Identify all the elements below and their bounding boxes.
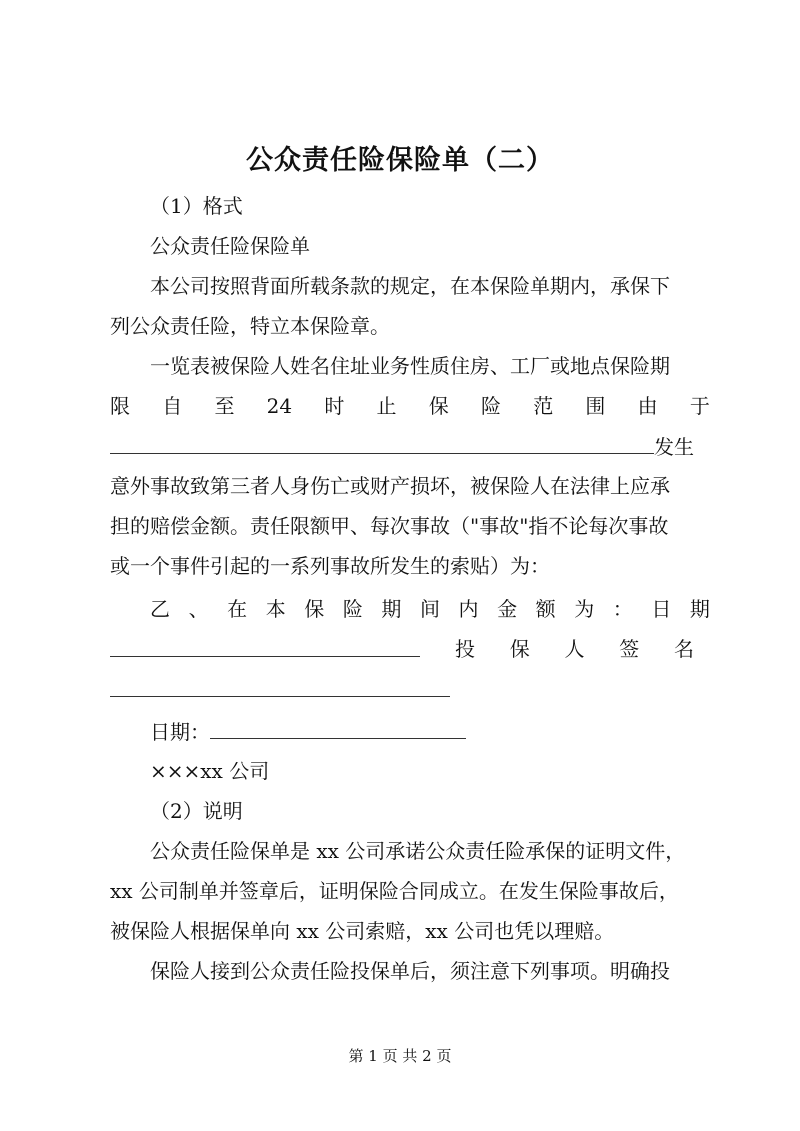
para2-line2 xyxy=(110,391,710,421)
date-label: 日期： xyxy=(150,720,210,744)
spread-word: 限 xyxy=(110,394,130,418)
para3-line2 xyxy=(110,634,710,665)
date-row xyxy=(150,716,710,747)
para4-line1: 公众责任险保单是 xx 公司承诺公众责任险承保的证明文件， xyxy=(150,839,686,863)
spread-word: 保 xyxy=(304,597,325,621)
para1-line1: 本公司按照背面所载条款的规定，在本保险单期内，承保下 xyxy=(150,274,670,298)
para3-line1 xyxy=(150,594,710,624)
spread-word: 止 xyxy=(376,394,397,418)
para2-line5: 担的赔偿金额。责任限额甲、每次事故（"事故"指不论每次事故 xyxy=(110,514,669,538)
spread-word: 名 xyxy=(674,637,694,661)
spread-word: 于 xyxy=(689,394,710,418)
spread-word: 内 xyxy=(458,597,479,621)
para2-line3-end: 发生 xyxy=(654,435,694,459)
spread-word: 在 xyxy=(227,597,248,621)
spread-word: 投 xyxy=(455,637,475,661)
section-heading-format: （1）格式 xyxy=(150,194,243,218)
spread-word: 本 xyxy=(265,597,286,621)
spread-word: 额 xyxy=(535,597,556,621)
para4-line2: xx 公司制单并签章后，证明保险合同成立。在发生保险事故后， xyxy=(110,879,679,903)
para1-line2: 列公众责任险，特立本保险章。 xyxy=(110,314,390,338)
spread-word: 保 xyxy=(428,394,449,418)
spread-word: 时 xyxy=(324,394,345,418)
signature-label xyxy=(455,634,694,664)
blank-underline xyxy=(110,431,654,454)
spread-word: 期 xyxy=(689,597,710,621)
spread-word: 由 xyxy=(637,394,658,418)
spread-word: 期 xyxy=(381,597,402,621)
spread-word: 自 xyxy=(162,394,183,418)
para4-line3: 被保险人根据保单向 xx 公司索赔，xx 公司也凭以理赔。 xyxy=(110,919,615,943)
spread-word: 日 xyxy=(651,597,672,621)
spread-word: 乙 xyxy=(150,597,170,621)
spread-word: 为 xyxy=(574,597,595,621)
para2-line1: 一览表被保险人姓名住址业务性质住房、工厂或地点保险期 xyxy=(150,354,670,378)
spread-word: 范 xyxy=(533,394,554,418)
section-heading-explanation: （2）说明 xyxy=(150,799,243,823)
para2-line6: 或一个事件引起的一系列事故所发生的索贴）为： xyxy=(110,554,550,578)
date-underline xyxy=(210,716,466,739)
document-title: 公众责任险保险单（二） xyxy=(246,145,554,176)
spread-word: 险 xyxy=(480,394,501,418)
signature-line xyxy=(110,674,710,705)
spread-word: ： xyxy=(612,597,633,621)
spread-word: 间 xyxy=(419,597,440,621)
spread-word: 至 xyxy=(214,394,235,418)
signature-underline xyxy=(110,674,450,697)
para5-line1: 保险人接到公众责任险投保单后，须注意下列事项。明确投 xyxy=(150,959,670,983)
spread-word: 金 xyxy=(497,597,518,621)
spread-word: 24 xyxy=(266,394,293,418)
para2-line3 xyxy=(110,431,710,462)
spread-word: 签 xyxy=(619,637,640,661)
spread-word: 保 xyxy=(509,637,530,661)
spread-word: 围 xyxy=(585,394,606,418)
date-underline xyxy=(110,634,420,657)
page-footer: 第 1 页 共 2 页 xyxy=(348,1047,452,1065)
form-name: 公众责任险保险单 xyxy=(150,234,310,258)
company-name: ×××xx 公司 xyxy=(150,759,270,783)
para2-line4: 意外事故致第三者人身伤亡或财产损坏，被保险人在法律上应承 xyxy=(110,474,670,498)
spread-word: 人 xyxy=(564,637,585,661)
spread-word: 险 xyxy=(342,597,363,621)
spread-word: 、 xyxy=(188,597,209,621)
